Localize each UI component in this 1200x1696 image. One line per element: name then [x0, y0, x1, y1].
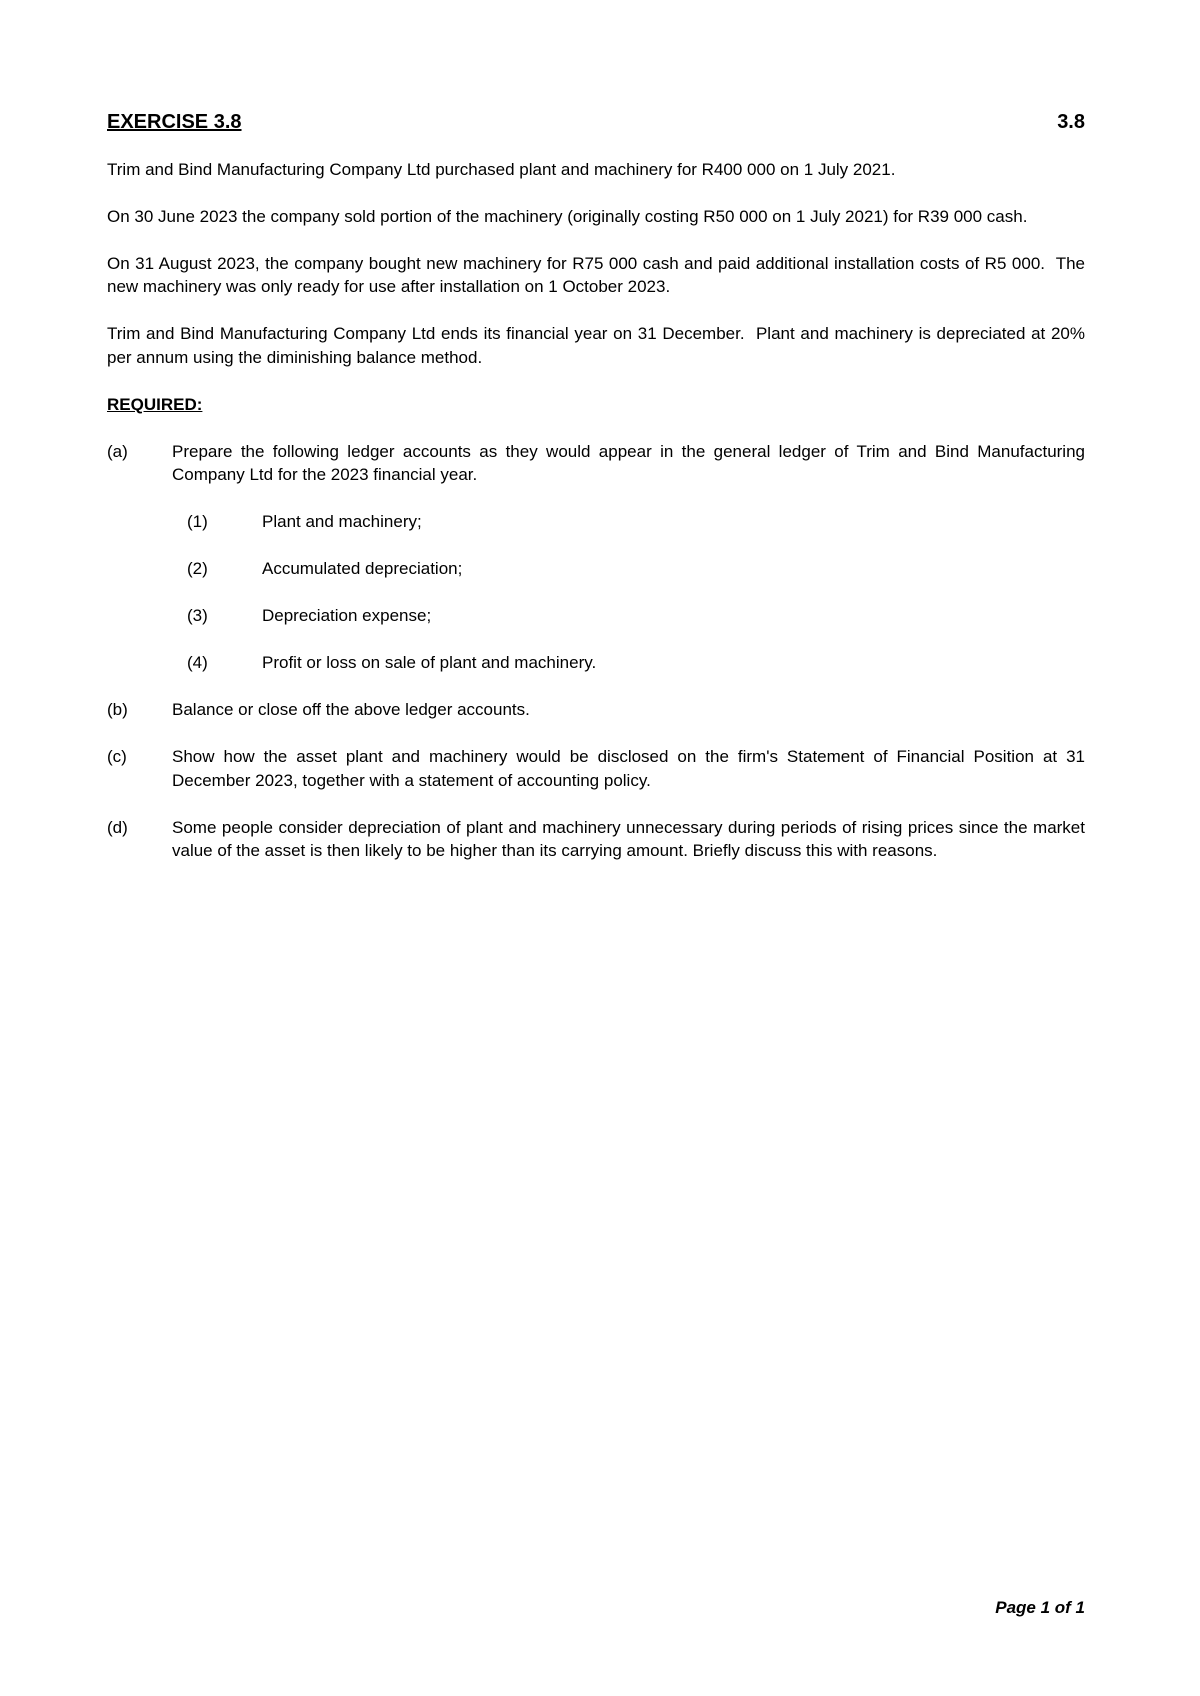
- intro-paragraph-3: On 31 August 2023, the company bought new machinery for R75 000 cash and paid additional installation costs of R5 000. The new machinery was only ready for use after installation on 1 October 2023.: [107, 253, 1090, 296]
- requirement-d-text: Some people consider depreciation of plant and machinery unnecessary during periods of rising prices since the market value of the asset is then likely to be higher than its carrying amount. Briefly discuss this with reasons.: [172, 817, 1090, 860]
- requirement-a-subitem-2: [187, 557, 1085, 581]
- requirement-b-label: (b): [107, 700, 128, 719]
- requirement-a-text: Prepare the following ledger accounts as they would appear in the general ledger of Trim and Bind Manufacturing Company Ltd for the 2023 financial year.: [172, 441, 1090, 484]
- page-number-indicator: Page 1 of 1: [995, 1598, 1085, 1617]
- subitem-4-text: Profit or loss on sale of plant and machinery.: [262, 653, 597, 672]
- requirement-b-text: Balance or close off the above ledger accounts.: [172, 700, 530, 719]
- requirement-d: [107, 816, 1090, 863]
- required-heading: REQUIRED:: [107, 394, 203, 414]
- requirement-a-subitem-4: [187, 651, 1085, 675]
- exercise-corner-ref: 3.8: [1057, 111, 1085, 133]
- subitem-1-label: (1): [187, 512, 208, 531]
- subitem-4-label: (4): [187, 653, 208, 672]
- intro-paragraph-1: Trim and Bind Manufacturing Company Ltd purchased plant and machinery for R400 000 on 1 July 2021.: [107, 159, 896, 179]
- exercise-title: EXERCISE 3.8: [107, 111, 242, 133]
- subitem-2-text: Accumulated depreciation;: [262, 559, 463, 578]
- requirement-d-label: (d): [107, 817, 128, 837]
- requirement-a-label: (a): [107, 441, 128, 461]
- subitem-2-label: (2): [187, 559, 208, 578]
- requirement-a-subitem-1: [187, 510, 1085, 534]
- subitem-3-label: (3): [187, 606, 208, 625]
- requirement-a-subitem-3: [187, 604, 1085, 628]
- exercise-heading-row: [107, 110, 1085, 134]
- requirement-c-text: Show how the asset plant and machinery would be disclosed on the firm's Statement of Financial Position at 31 December 2023, together with a statement of accounting policy.: [172, 747, 1090, 790]
- requirement-c-label: (c): [107, 747, 127, 766]
- requirement-b: [107, 698, 1085, 722]
- intro-paragraph-4: Trim and Bind Manufacturing Company Ltd ends its financial year on 31 December. Plant and machinery is depreciated at 20% per annum using the diminishing balance method.: [107, 324, 1090, 367]
- intro-paragraph-2: On 30 June 2023 the company sold portion of the machinery (originally costing R50 000 on 1 July 2021) for R39 000 cash.: [107, 206, 1028, 226]
- requirement-a: [107, 440, 1090, 487]
- document-content: [107, 110, 1090, 863]
- subitem-3-text: Depreciation expense;: [262, 606, 432, 625]
- requirement-c: [107, 745, 1090, 792]
- subitem-1-text: Plant and machinery;: [262, 512, 422, 531]
